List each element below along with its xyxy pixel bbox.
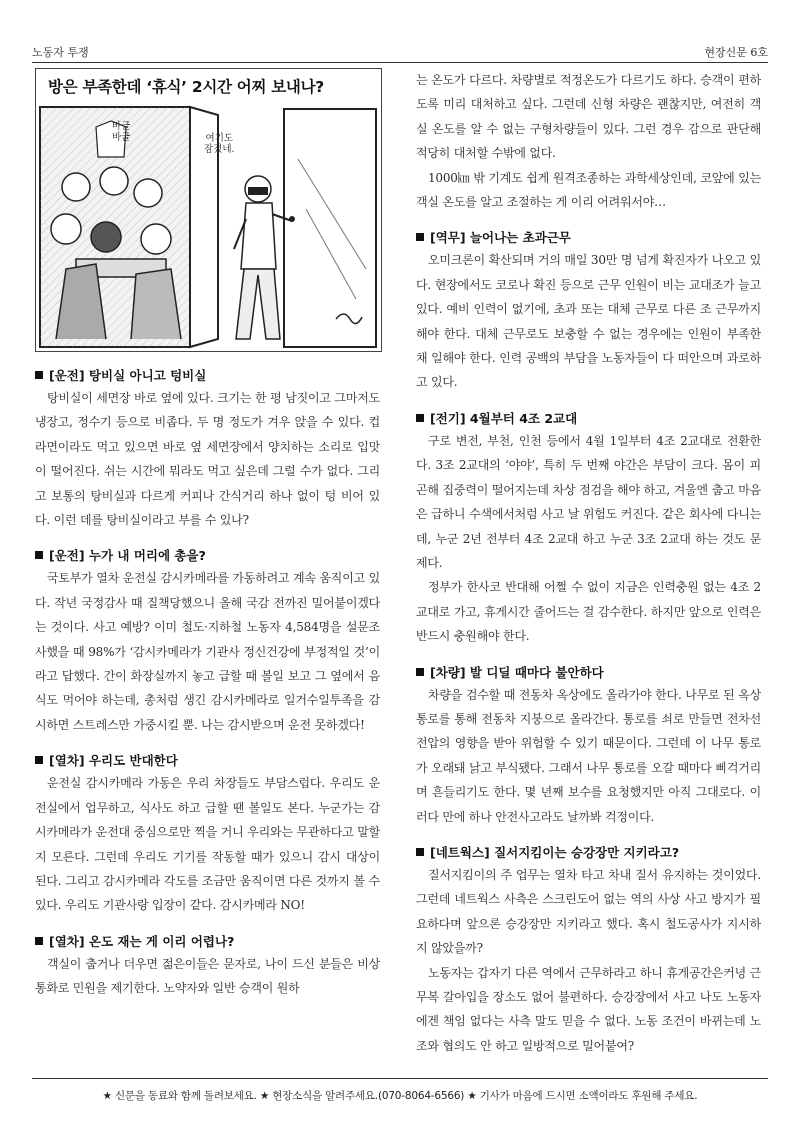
article-paragraph: 탕비실이 세면장 바로 옆에 있다. 크기는 한 평 남짓이고 그마저도 냉장고, 정수기 등으로 비좁다. 두 명 정도가 겨우 앉을 수 있다. 컵라면이라도 먹고 있으면 바로 옆 세면장에서 양치하는 소리로 입맛이 떨어진다. 쉬는 시간에 뭐라도 먹고 싶은데 그럴 수가 없다. 그리고 보통의 탕비실과 다르게 커피나 간식거리 하나 없이 텅 비어 있다. 이런 데를 탕비실이라고 부를 수 있나? — [35, 391, 380, 528]
newspaper-section-label: 노동자 투쟁 — [32, 46, 89, 59]
article-heading-text: [차량] 발 디딜 때마다 불안하다 — [430, 664, 604, 680]
article-paragraph: 국토부가 열차 운전실 감시카메라를 가동하려고 계속 움직이고 있다. 작년 국정감사 때 질책당했으니 올해 국감 전까진 밀어붙이겠다는 것이다. 사고 예방? 이미 철도·지하철 노동자 4,584명을 설문조사했을 때 98%가 ‘감시카메라가 기관사 정신건강에 부정적일 것’이라고 답했다. 간이 화장실까지 놓고 급할 때 볼일 보고 그 옆에서 음식도 먹어야 하는데, 총처럼 생긴 감시카메라로 일거수일투족을 감시하면 스트레스만 가중시킬 뿐. 나는 감시받으며 운전 못하겠다! — [35, 571, 380, 732]
article-paragraph: 1000㎞ 밖 기계도 쉽게 원격조종하는 과학세상인데, 코앞에 있는 객실 온도를 알고 조절하는 게 이리 어려워서야… — [416, 170, 761, 210]
article-section — [416, 68, 761, 214]
square-bullet-icon — [35, 551, 43, 559]
article-paragraph: 운전실 감시카메라 가동은 우리 차장들도 부담스럽다. 우리도 운전실에서 업무하고, 식사도 하고 급할 땐 볼일도 본다. 누군가는 감시카메라가 운전대 중심으로만 찍을 거니 우리와는 무관하다고 말할지 모른다. 그런데 우리도 기기를 작동할 때가 있으니 감시 대상이 된다. 그리고 감시카메라 각도를 조금만 움직이면 다른 것까지 볼 수 있다. 우리도 기관사랑 입장이 같다. 감시카메라 NO! — [35, 776, 380, 913]
article-paragraph: 정부가 한사코 반대해 어쩔 수 없이 지금은 인력충원 없는 4조 2교대로 가고, 휴게시간 줄어드는 걸 감수한다. 하지만 앞으로 인력은 반드시 충원해야 한다. — [416, 580, 761, 644]
left-column — [35, 68, 380, 1001]
article-heading — [35, 932, 380, 952]
cartoon-title: 방은 부족한데 ‘휴식’ 2시간 어찌 보내나? — [48, 78, 324, 96]
square-bullet-icon — [416, 233, 424, 241]
article-section — [416, 409, 761, 649]
article-paragraph: 는 온도가 다르다. 차량별로 적정온도가 다르기도 하다. 승객이 편하도록 미리 대처하고 싶다. 그런데 신형 차량은 괜찮지만, 여전히 객실 온도를 알 수 없는 구형차량들이 있다. 그런 경우 감으로 판단해 적당히 대처할 수밖에 없다. — [416, 73, 761, 161]
square-bullet-icon — [35, 937, 43, 945]
article-heading — [416, 663, 761, 683]
article-heading-text: [역무] 늘어나는 초과근무 — [430, 230, 571, 246]
article-section — [416, 663, 761, 829]
article-paragraph: 노동자는 갑자기 다른 역에서 근무하라고 하니 휴게공간은커녕 근무복 갈아입을 장소도 없어 불편하다. 승강장에서 사고 나도 노동자에겐 책임 없다는 사측 말도 믿을 수 없다. 노동 조건이 바뀌는데 노조와 협의도 안 하고 일방적으로 밀어붙여? — [416, 965, 761, 1053]
square-bullet-icon — [35, 371, 43, 379]
article-heading-text: [전기] 4월부터 4조 2교대 — [430, 410, 578, 426]
article-paragraph: 객실이 춥거나 더우면 젊은이들은 문자로, 나이 드신 분들은 비상통화로 민원을 제기한다. 노약자와 일반 승객이 원하 — [35, 956, 380, 996]
square-bullet-icon — [416, 848, 424, 856]
cartoon-speech-left: 바글 바글 — [112, 121, 131, 143]
article-paragraph: 구로 변전, 부천, 인천 등에서 4월 1일부터 4조 2교대로 전환한다. 3조 2교대의 ‘야야’, 특히 두 번째 야간은 부담이 크다. 몸이 피곤해 집중력이 떨어지는데 차상 점검을 해야 하고, 겨울엔 춥고 마음은 급하니 수색에서처럼 사고 날 위험도 커진다. 같은 회사에 다니는데, 누군 2년 전부터 4조 2교대 하고 누군 3조 2교대 하는 것도 문제다. — [416, 433, 761, 570]
article-paragraph: 질서지킴이의 주 업무는 열차 타고 차내 질서 유지하는 것이었다. 그런데 네트웍스 사측은 스크린도어 없는 역의 사상 사고 방지가 필요하다며 앞으론 승강장만 지키라고 했다. 혹시 철도공사가 지시하지 않았을까? — [416, 867, 761, 956]
left-articles — [35, 366, 380, 1001]
article-heading — [35, 751, 380, 771]
cartoon-speech-right: 여기도 잠겼네. — [204, 133, 235, 155]
article-heading — [416, 228, 761, 248]
article-section — [35, 546, 380, 737]
article-heading-text: [운전] 탕비실 아니고 텅비실 — [49, 368, 207, 383]
article-heading — [416, 409, 761, 429]
article-section — [416, 843, 761, 1058]
article-paragraph: 오미크론이 확산되며 거의 매일 30만 명 넘게 확진자가 나오고 있다. 현장에서도 코로나 확진 등으로 근무 인원이 비는 교대조가 늘고 있다. 예비 인력이 없기에, 초과 또는 대체 근무로 다른 조 근무까지 해야 한다. 대체 근무로도 보충할 수 없는 경우에는 인원이 부족한 채 일해야 한다. 인력 공백의 부담을 노동자들이 다 떠안으며 과로하고 있다. — [416, 253, 761, 390]
article-heading-text: [열차] 우리도 반대한다 — [49, 753, 178, 769]
article-heading-text: [운전] 누가 내 머리에 총을? — [49, 548, 206, 564]
article-paragraph: 차량을 검수할 때 전동차 옥상에도 올라가야 한다. 나무로 된 옥상 통로를 통해 전동차 지붕으로 올라간다. 통로를 쇠로 만들면 전차선 전압의 영향을 받아 위험할 수 있기 때문이다. 그런데 이 나무 통로가 오래돼 낡고 부식됐다. 그래서 나무 통로를 오갈 때마다 삐걱거리며 흔들리기도 한다. 몇 년째 보수를 요청했지만 아직 그대로다. 이러다 만에 하나 안전사고라도 날까봐 걱정이다. — [416, 687, 761, 824]
article-heading — [416, 843, 761, 863]
article-section — [35, 932, 380, 1001]
issue-label: 현장신문 6호 — [704, 46, 768, 59]
article-section — [416, 228, 761, 394]
article-heading-text: [열차] 온도 재는 게 이리 어렵나? — [49, 933, 235, 949]
article-section — [35, 751, 380, 917]
article-heading — [35, 366, 380, 386]
article-heading — [35, 546, 380, 566]
right-articles — [416, 68, 761, 1058]
square-bullet-icon — [35, 756, 43, 764]
page-header — [32, 0, 768, 63]
cartoon-illustration — [35, 68, 382, 352]
square-bullet-icon — [416, 414, 424, 422]
footer-notice: ★ 신문을 동료와 함께 돌려보세요. ★ 현장소식을 알려주세요.(070-8064-6566) ★ 기사가 마음에 드시면 소액이라도 후원해 주세요. — [32, 1078, 768, 1103]
article-section — [35, 366, 380, 532]
article-heading-text: [네트웍스] 질서지킴이는 승강장만 지키라고? — [430, 844, 680, 860]
right-column — [416, 68, 761, 1058]
cartoon-drawing — [36, 69, 381, 351]
square-bullet-icon — [416, 668, 424, 676]
